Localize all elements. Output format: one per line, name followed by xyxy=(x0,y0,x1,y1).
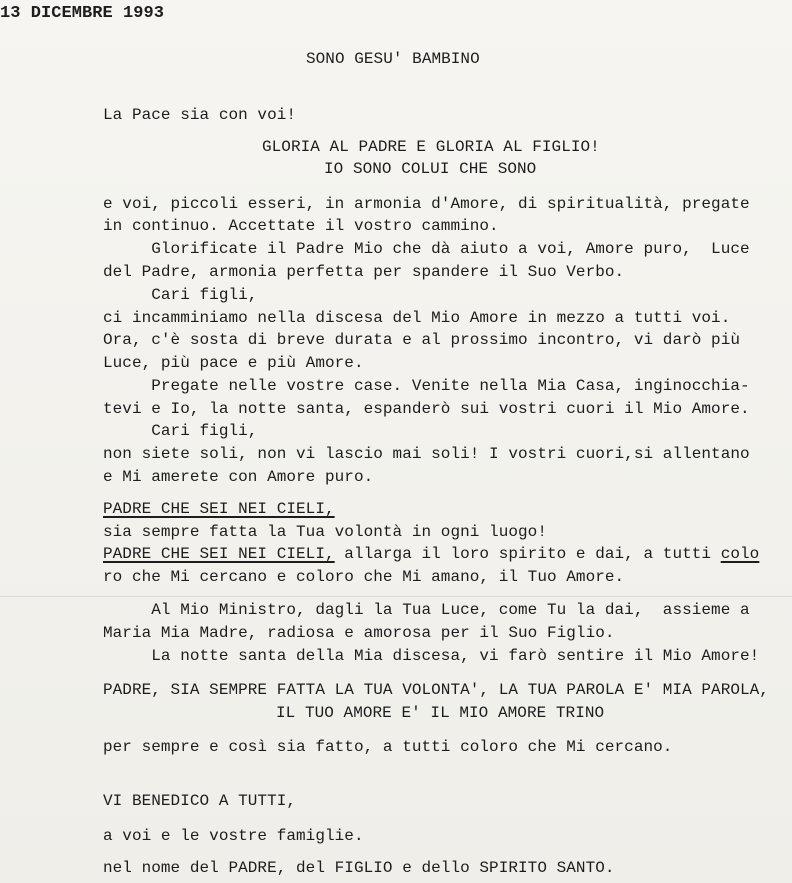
body-line: non siete soli, non vi lascio mai soli! I vostri cuori,si allentano xyxy=(103,445,750,463)
body-line: tevi e Io, la notte santa, espanderò sui vostri cuori il Mio Amore. xyxy=(103,400,750,418)
body-line: del Padre, armonia perfetta per spandere il Suo Verbo. xyxy=(103,263,625,281)
body-line: Cari figli, xyxy=(103,286,258,304)
body-line: Luce, più pace e più Amore. xyxy=(103,354,364,372)
heading-io-sono: IO SONO COLUI CHE SONO xyxy=(324,160,537,178)
padre-line xyxy=(103,544,759,564)
document-title: SONO GESU' BAMBINO xyxy=(306,50,480,68)
body-line: La notte santa della Mia discesa, vi farò sentire il Mio Amore! xyxy=(103,647,760,665)
body-line: Cari figli, xyxy=(103,422,258,440)
caps-line: IL TUO AMORE E' IL MIO AMORE TRINO xyxy=(276,704,605,722)
trinity-line: nel nome del PADRE, del FIGLIO e dello SPIRITO SANTO. xyxy=(103,859,615,877)
body-line: Ora, c'è sosta di breve durata e al prossimo incontro, vi darò più xyxy=(103,331,741,349)
caps-line: PADRE, SIA SEMPRE FATTA LA TUA VOLONTA', LA TUA PAROLA E' MIA PAROLA, xyxy=(103,681,769,699)
heading-gloria: GLORIA AL PADRE E GLORIA AL FIGLIO! xyxy=(262,138,600,156)
closing-line: per sempre e così sia fatto, a tutti coloro che Mi cercano. xyxy=(103,738,673,756)
body-line: sia sempre fatta la Tua volontà in ogni luogo! xyxy=(103,523,547,541)
document-date: 13 DICEMBRE 1993 xyxy=(0,4,165,23)
body-line: ci incamminiamo nella discesa del Mio Amore in mezzo a tutti voi. xyxy=(103,309,731,327)
body-line: ro che Mi cercano e coloro che Mi amano, il Tuo Amore. xyxy=(103,568,625,586)
padre-heading-underlined: PADRE CHE SEI NEI CIELI, xyxy=(103,500,335,518)
body-line: Glorificate il Padre Mio che dà aiuto a voi, Amore puro, Luce xyxy=(103,240,750,258)
families-line: a voi e le vostre famiglie. xyxy=(103,827,364,845)
body-line: Maria Mia Madre, radiosa e amorosa per il Suo Figlio. xyxy=(103,624,615,642)
greeting: La Pace sia con voi! xyxy=(103,106,297,124)
body-line: e Mi amerete con Amore puro. xyxy=(103,468,374,486)
padre-line-underlined-tail: colo xyxy=(720,545,760,563)
body-line: Pregate nelle vostre case. Venite nella Mia Casa, inginocchia- xyxy=(103,377,750,395)
blessing-line: VI BENEDICO A TUTTI, xyxy=(103,792,297,810)
padre-heading-underlined: PADRE CHE SEI NEI CIELI, xyxy=(103,545,335,563)
paper-fold xyxy=(0,596,792,597)
body-line: Al Mio Ministro, dagli la Tua Luce, come Tu la dai, assieme a xyxy=(103,601,750,619)
padre-line-rest: allarga il loro spirito e dai, a tutti xyxy=(334,545,721,563)
body-line: e voi, piccoli esseri, in armonia d'Amore, di spiritualità, pregate xyxy=(103,195,750,213)
body-line: in continuo. Accettate il vostro cammino. xyxy=(103,217,499,235)
